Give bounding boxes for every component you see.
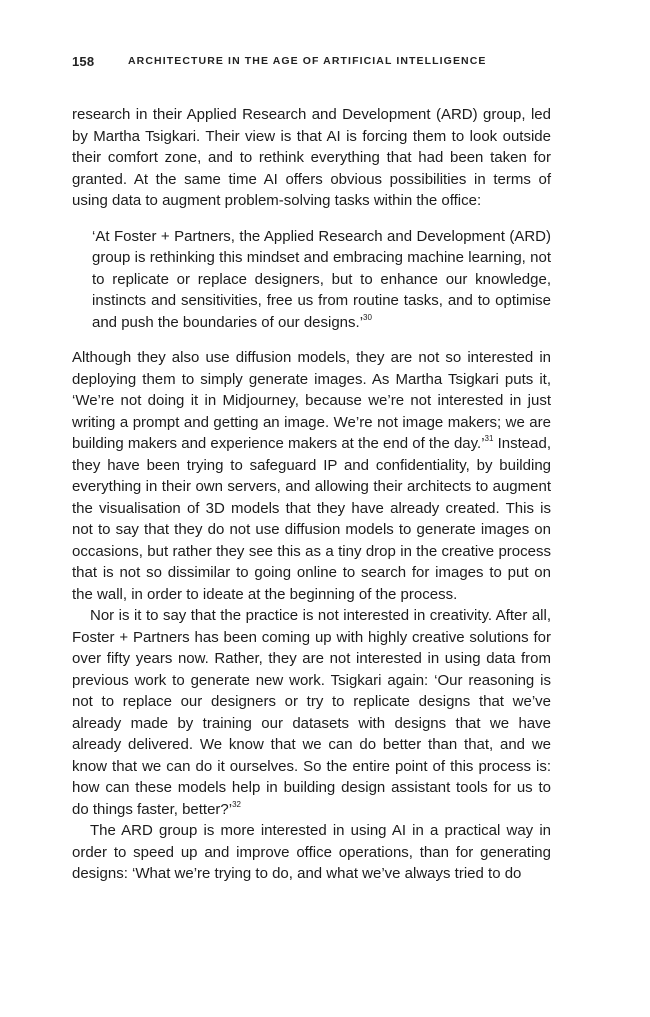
paragraph <box>72 605 551 820</box>
paragraph: research in their Applied Research and Development (ARD) group, led by Martha Tsigkari. Their view is that AI is forcing them to look outside their comfort zone, and to rethink everything that had been taken for granted. At the same time AI offers obvious possibilities in terms of using data to augment problem-solving tasks within the office: <box>72 106 551 209</box>
paragraph-text: Nor is it to say that the practice is not interested in creativity. After all, Foster + Partners has been coming up with highly creative solutions for over fifty years now. Rather, they are not interested in using data from previous work to generate new work. Tsigkari again: ‘Our reasoning is not to replace our designers or try to replicate designs that we’ve already made by training our datasets with designs that we have already delivered. We know that we can do better than that, and we know that we can do it ourselves. So the entire point of this process is: how can these models help in building design assistant tools for us to do things faster, better?’ <box>72 607 551 818</box>
page-number: 158 <box>72 53 95 69</box>
running-header <box>72 52 552 70</box>
book-title: ARCHITECTURE IN THE AGE OF ARTIFICIAL INTELLIGENCE <box>128 55 487 67</box>
paragraph-text: Instead, they have been trying to safeguard IP and confidentiality, by building everything in their own servers, and allowing their architects to augment the visualisation of 3D models that they have already created. This is not to say that they do not use diffusion models to generate images on occasions, but rather they see this as a tiny drop in the creative process that is not so dissimilar to going online to search for images to put on the wall, in order to ideate at the beginning of the process. <box>72 435 551 603</box>
footnote-ref: 31 <box>484 434 494 443</box>
block-quote <box>92 226 551 334</box>
footnote-ref: 30 <box>363 312 372 322</box>
quote-text: ‘At Foster + Partners, the Applied Research and Development (ARD) group is rethinking this mindset and embracing machine learning, not to replicate or replace designers, but to enhance our knowledge, instincts and sensitivities, free us from routine tasks, and to optimise and push the boundaries of our designs.’ <box>92 227 551 331</box>
paragraph-text: Although they also use diffusion models, they are not so interested in deploying them to simply generate images. As Martha Tsigkari puts it, ‘We’re not doing it in Midjourney, because we’re not interested in just writing a prompt and getting an image. We’re not image makers; we are building makers and experience makers at the end of the day.’ <box>72 349 551 452</box>
footnote-ref: 32 <box>232 799 242 809</box>
body-text <box>72 104 551 885</box>
paragraph: The ARD group is more interested in using AI in a practical way in order to speed up and improve office operations, than for generating designs: ‘What we’re trying to do, and what we’ve always tried to do <box>72 822 551 882</box>
paragraph <box>72 347 551 605</box>
